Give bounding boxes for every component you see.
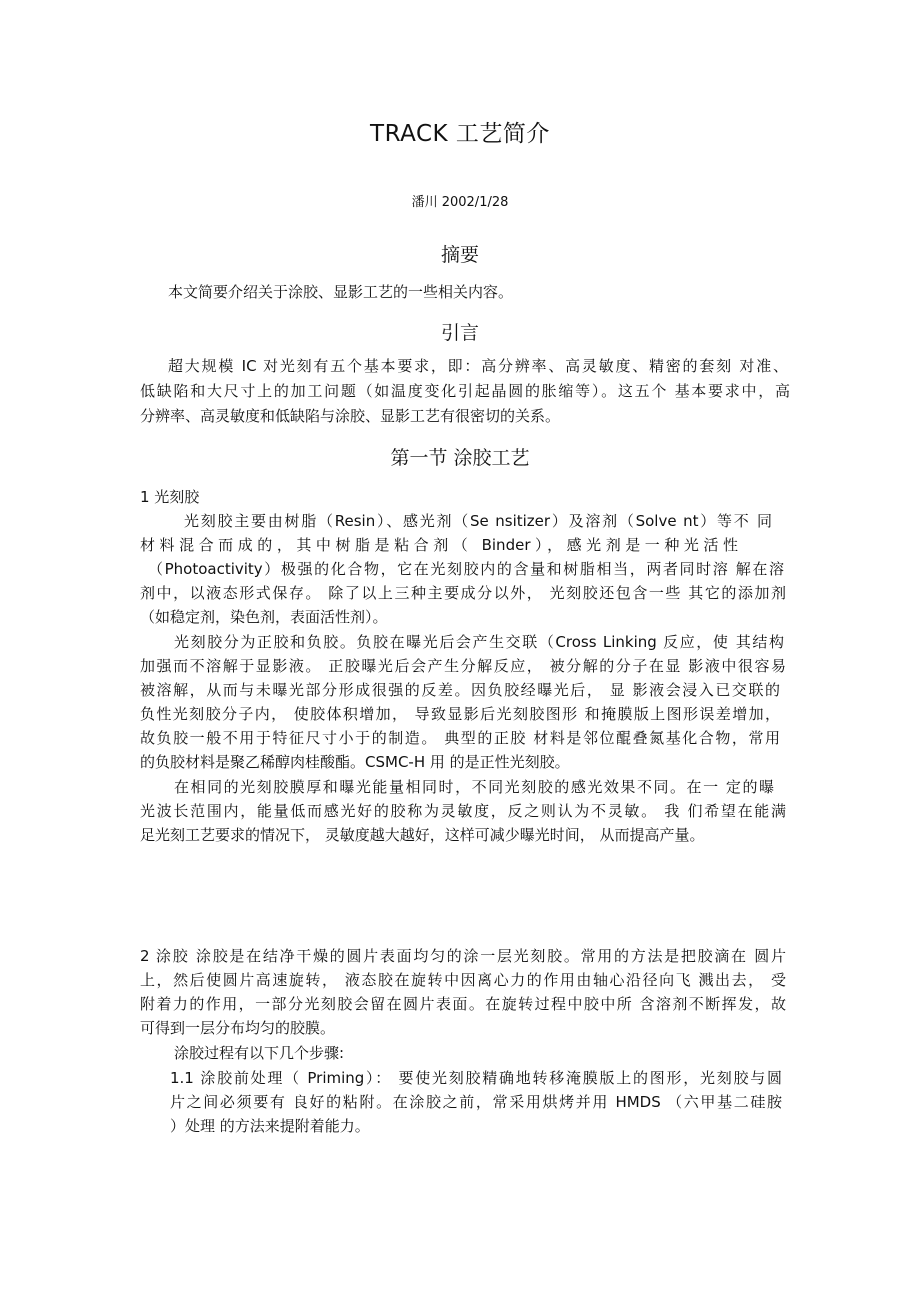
- paragraph-line: 材料混合而成的，其中树脂是粘合剂（ Binder），感光剂是一种光活性: [140, 536, 738, 554]
- steps-intro: 涂胶过程有以下几个步骤:: [174, 1044, 345, 1062]
- paragraph-line: 负性光刻胶分子内， 使胶体积增加， 导致显影后光刻胶图形 和掩膜版上图形误差增加，: [140, 705, 780, 723]
- intro-line: 低缺陷和大尺寸上的加工问题（如温度变化引起晶圆的胀缩等）。这五个 基本要求中，高: [140, 382, 790, 400]
- paragraph-line: 可得到一层分布均匀的胶膜。: [140, 1019, 336, 1037]
- intro-heading: 引言: [440, 322, 479, 344]
- paragraph-line: 被溶解，从而与未曝光部分形成很强的反差。因负胶经曝光后， 显 影液会浸入已交联的: [140, 681, 780, 699]
- step-line: 1.1 涂胶前处理（ Priming）： 要使光刻胶精确地转移淹膜版上的图形，光刻胶与圆: [170, 1069, 782, 1087]
- intro-line: 分辨率、高灵敏度和低缺陷与涂胶、显影工艺有很密切的关系。: [140, 407, 561, 425]
- paragraph-line: 光刻胶分为正胶和负胶。负胶在曝光后会产生交联（Cross Linking 反应，使 其结构: [174, 633, 784, 651]
- paragraph-line: 在相同的光刻胶膜厚和曝光能量相同时，不同光刻胶的感光效果不同。在一 定的曝: [174, 778, 774, 796]
- paragraph-line: 附着力的作用，一部分光刻胶会留在圆片表面。在旋转过程中胶中所 含溶剂不断挥发，故: [140, 995, 786, 1013]
- paragraph-line: （如稳定剂，染色剂，表面活性剂）。: [140, 608, 388, 626]
- paragraph-line: 故负胶一般不用于特征尺寸小于的制造。 典型的正胶 材料是邻位醌叠氮基化合物，常用: [140, 729, 780, 747]
- abstract-heading: 摘要: [440, 244, 479, 266]
- paragraph-line: 光波长范围内，能量低而感光好的胶称为灵敏度，反之则认为不灵敏。 我 们希望在能满: [140, 802, 786, 820]
- author-date-line: 潘川 2002/1/28: [411, 195, 509, 210]
- section1-heading: 第一节 涂胶工艺: [390, 447, 530, 469]
- paragraph-line: 上，然后使圆片高速旋转， 液态胶在旋转中因离心力的作用由轴心沿径向飞 溅出去， 受: [140, 971, 786, 989]
- paragraph-line: 的负胶材料是聚乙稀醇肉桂酸酯。CSMC-H 用 的是正性光刻胶。: [140, 753, 570, 771]
- step-line: 片之间必须要有 良好的粘附。在涂胶之前，常采用烘烤并用 HMDS （六甲基二硅胺: [170, 1093, 782, 1111]
- paragraph-line: 光刻胶主要由树脂（Resin）、感光剂（Se nsitizer）及溶剂（Solve nt）等不 同: [184, 512, 772, 530]
- paragraph-line: 足光刻工艺要求的情况下， 灵敏度越大越好，这样可减少曝光时间， 从而提高产量。: [140, 826, 705, 844]
- step-line: ）处理 的方法来提附着能力。: [170, 1117, 370, 1135]
- paragraph-line: 加强而不溶解于显影液。 正胶曝光后会产生分解反应， 被分解的分子在显 影液中很容易: [140, 657, 786, 675]
- intro-line: 超大规模 IC 对光刻有五个基本要求，即：高分辨率、高灵敏度、精密的套刻 对准、: [168, 357, 788, 375]
- abstract-text: 本文简要介绍关于涂胶、显影工艺的一些相关内容。: [168, 283, 514, 301]
- document-title: TRACK 工艺简介: [370, 121, 550, 147]
- subsection-label: 1 光刻胶: [140, 488, 200, 506]
- paragraph-line: 2 涂胶 涂胶是在结净干燥的圆片表面均匀的涂一层光刻胶。常用的方法是把胶滴在 圆片: [140, 947, 786, 965]
- paragraph-line: 剂中，以液态形式保存。 除了以上三种主要成分以外， 光刻胶还包含一些 其它的添加剂: [140, 584, 786, 602]
- paragraph-line: （Photoactivity）极强的化合物，它在光刻胶内的含量和树脂相当，两者同时溶 解在溶: [148, 560, 784, 578]
